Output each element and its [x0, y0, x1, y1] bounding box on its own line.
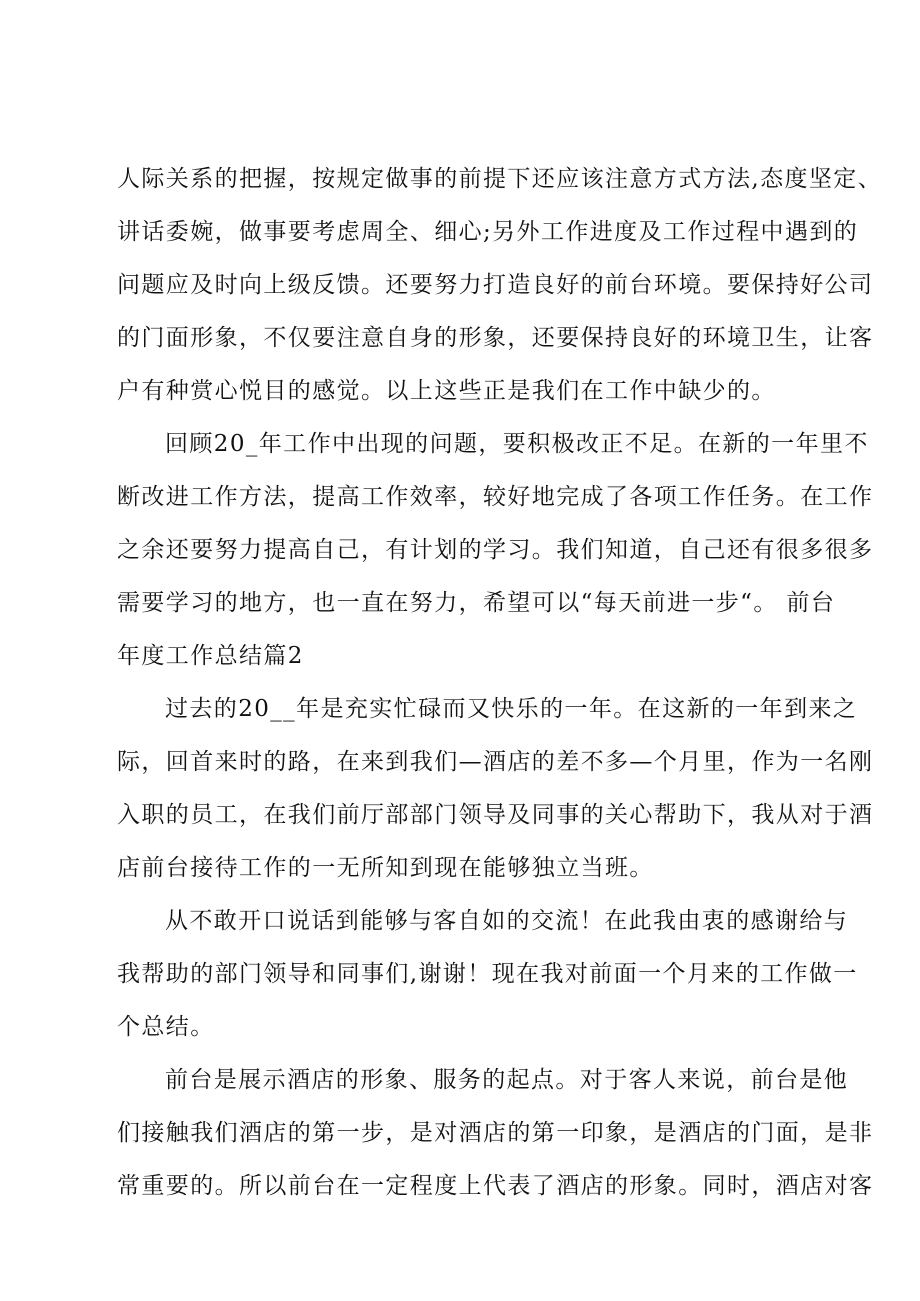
text-line: 店前台接待工作的一无所知到现在能够独立当班。: [117, 855, 654, 881]
paragraph-first-line: 前台是展示酒店的形象、服务的起点。对于客人来说，前台是他: [165, 1067, 849, 1093]
text-line: 我帮助的部门领导和同事们,谢谢！现在我对前面一个月来的工作做一: [117, 961, 858, 987]
text-line: 际，回首来时的路，在来到我们—酒店的差不多—个月里，作为一名刚: [117, 749, 874, 775]
paragraph-first-line: 过去的20__年是充实忙碌而又快乐的一年。在这新的一年到来之: [165, 696, 858, 722]
text-line: 断改进工作方法，提高工作效率，较好地完成了各项工作任务。在工作: [117, 484, 874, 510]
text-line: 需要学习的地方，也一直在努力，希望可以“每天前进一步“。 前台: [117, 590, 836, 616]
paragraph-first-line: 回顾20_年工作中出现的问题，要积极改正不足。在新的一年里不: [165, 431, 869, 457]
text-line: 们接触我们酒店的第一步，是对酒店的第一印象，是酒店的门面，是非: [117, 1120, 874, 1146]
text-line: 的门面形象，不仅要注意自身的形象，还要保持良好的环境卫生，让客: [117, 325, 874, 351]
text-line: 问题应及时向上级反馈。还要努力打造良好的前台环境。要保持好公司: [117, 272, 874, 298]
text-line: 个总结。: [117, 1014, 215, 1040]
text-line: 户有种赏心悦目的感觉。以上这些正是我们在工作中缺少的。: [117, 378, 776, 404]
section-heading-line: 年度工作总结篇2: [117, 643, 304, 669]
paragraph-first-line: 从不敢开口说话到能够与客自如的交流！在此我由衷的感谢给与: [165, 908, 849, 934]
text-line: 常重要的。所以前台在一定程度上代表了酒店的形象。同时，酒店对客: [117, 1173, 874, 1199]
text-line: 之余还要努力提高自己，有计划的学习。我们知道，自己还有很多很多: [117, 537, 874, 563]
text-line: 入职的员工，在我们前厅部部门领导及同事的关心帮助下，我从对于酒: [117, 802, 874, 828]
text-line: 讲话委婉，做事要考虑周全、细心;另外工作进度及工作过程中遇到的: [117, 219, 859, 245]
text-line: 人际关系的把握，按规定做事的前提下还应该注意方式方法,态度坚定、: [117, 166, 883, 192]
document-body: [117, 153, 883, 1213]
